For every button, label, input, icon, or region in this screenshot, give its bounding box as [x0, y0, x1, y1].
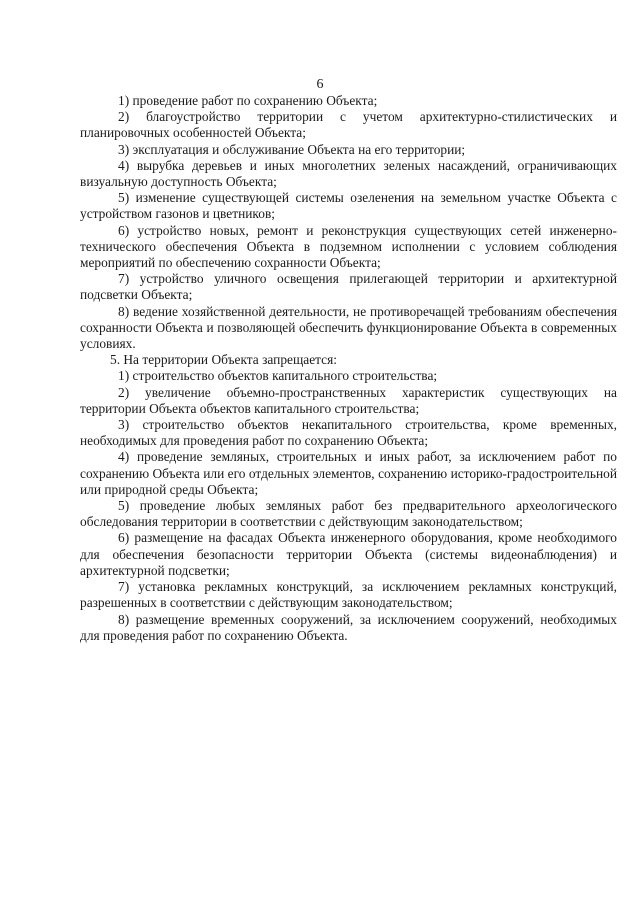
section-heading: 5. На территории Объекта запрещается:: [110, 352, 337, 368]
list-item: 7) установка рекламных конструкций, за исключением рекламных конструкций, разрешенных в соответствии с действующим законодательством;: [80, 579, 617, 611]
list-item: 6) устройство новых, ремонт и реконструкция существующих сетей инженерно-технического обеспечения Объекта в подземном исполнении с условием соблюдения мероприятий по обеспечению сохранности Объекта;: [80, 222, 617, 271]
list-item: 8) ведение хозяйственной деятельности, не противоречащей требованиям обеспечения сохранности Объекта и позволяющей обеспечить функционирование Объекта в современных условиях.: [80, 303, 617, 352]
page-number: 6: [316, 77, 324, 92]
list-item: 5) изменение существующей системы озеленения на земельном участке Объекта с устройством газонов и цветников;: [80, 190, 617, 222]
list-item: 3) эксплуатация и обслуживание Объекта на его территории;: [118, 141, 466, 157]
list-item: 4) вырубка деревьев и иных многолетних зеленых насаждений, ограничивающих визуальную доступность Объекта;: [80, 157, 617, 190]
document-body: [80, 93, 617, 644]
list-item: 6) размещение на фасадах Объекта инженерного оборудования, кроме необходимого для обеспечения безопасности территории Объекта (системы видеонаблюдения) и архитектурной подсветки;: [80, 530, 617, 578]
list-item: 2) благоустройство территории с учетом архитектурно-стилистических и планировочных особенностей Объекта;: [80, 109, 617, 141]
list-item: 4) проведение земляных, строительных и иных работ, за исключением работ по сохранению Объекта или его отдельных элементов, сохранению историко-градостроительной или природной среды Объекта;: [80, 449, 617, 497]
list-item: 2) увеличение объемно-пространственных характеристик существующих на территории Объекта объектов капитального строительства;: [80, 384, 617, 416]
list-item: 7) устройство уличного освещения прилегающей территории и архитектурной подсветки Объекта;: [80, 271, 617, 303]
list-item: 3) строительство объектов некапитального строительства, кроме временных, необходимых для проведения работ по сохранению Объекта;: [80, 417, 617, 449]
list-item: 1) проведение работ по сохранению Объекта;: [118, 93, 378, 108]
list-item: 8) размещение временных сооружений, за исключением сооружений, необходимых для проведения работ по сохранению Объекта.: [80, 611, 617, 643]
list-item: 1) строительство объектов капитального строительства;: [118, 368, 438, 384]
list-item: 5) проведение любых земляных работ без предварительного археологического обследования территории в соответствии с действующим законодательством;: [80, 498, 617, 530]
